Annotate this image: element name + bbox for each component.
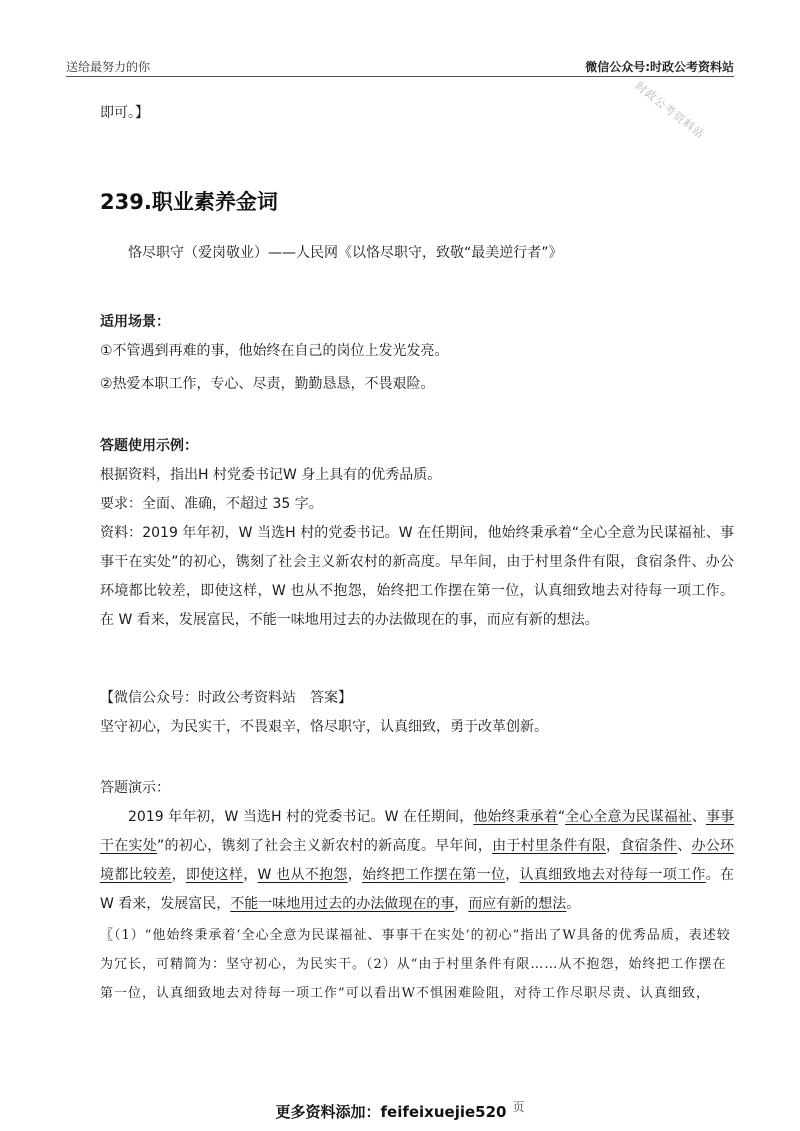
demo-heading: 答题演示： — [100, 780, 170, 796]
demo-text-segment: ， — [347, 867, 363, 883]
demo-underlined-phrase: 事事干在实处 — [100, 809, 735, 854]
scenes-heading: 适用场景： — [100, 314, 170, 330]
answer-label: 【微信公众号：时政公考资料站 答案】 — [100, 690, 352, 706]
demo-underlined-phrase: 而应有新的想法 — [468, 896, 567, 912]
demo-underlined-phrase: 全心全意为民谋福祉 — [565, 809, 692, 825]
example-question: 根据资料，指出H 村党委书记W 身上具有的优秀品质。 — [100, 467, 442, 483]
continuation-text: 即可。】 — [100, 105, 149, 121]
page-header — [66, 56, 734, 77]
answer-block — [100, 684, 734, 742]
demo-underlined-phrase: 认真细致地去对待每一项工作 — [519, 867, 706, 883]
answer-text: 坚守初心，为民实干，不畏艰辛，恪尽职守，认真细致，勇于改革创新。 — [100, 719, 548, 735]
footer-contact: 更多资料添加：feifeixuejie520 — [275, 1103, 507, 1121]
demo-text-segment: ， — [243, 867, 258, 883]
demo-underlined-phrase: 即使这样 — [185, 867, 244, 883]
demo-underlined-phrase: W 也从不抱怨 — [257, 867, 348, 883]
demo-text-segment: ， — [505, 867, 520, 883]
phrase-line: 恪尽职守（爱岗敬业）——人民网《以恪尽职守，致敬“最美逆行者”》 — [128, 245, 563, 261]
demo-underlined-phrase: 办公环境都比较差 — [100, 838, 735, 883]
demo-text-segment: 2019 年年初，W 当选H 村的党委书记。W 在任期间， — [128, 809, 474, 825]
demo-underlined-phrase: 始终把工作摆在第一位 — [362, 867, 506, 883]
section-title-block — [100, 186, 734, 216]
demo-text-segment: ”的初心，镌刻了社会主义新农村的新高度。早年间， — [156, 838, 493, 854]
demo-underlined-phrase: 食宿条件 — [620, 838, 678, 854]
demo-underlined-phrase: 由于村里条件有限 — [492, 838, 607, 854]
demo-analysis: 〖（1）“他始终秉承着‘全心全意为民谋福祉、事事干在实处’的初心”指出了W具备的优秀品质，表述较为冗长，可精简为：坚守初心，为民实干。（2）从“由于村里条件有限……从不抱怨，始终把工作摆在第一位，认真细致地去对待每一项工作”可以看出W不惧困难险阻，对待工作尽职尽责、认真细致， — [100, 928, 731, 1001]
demo-underlined-phrase: 不能一味地用过去的办法做现在的事 — [230, 896, 455, 912]
demo-paragraph — [100, 803, 734, 919]
demo-text-segment: “ — [557, 809, 566, 825]
page-footer — [0, 1098, 800, 1122]
demo-text-segment: 。 — [566, 896, 581, 912]
example-requirement: 要求：全面、准确，不超过 35 字。 — [100, 496, 323, 512]
demo-text-segment: ， — [606, 838, 621, 854]
header-wechat-account: 微信公众号:时政公考资料站 — [585, 60, 734, 74]
scene-item: ①不管遇到再难的事，他始终在自己的岗位上发光发亮。 — [100, 343, 449, 359]
demo-text-segment: 。在 W 看来，发展富民， — [100, 867, 735, 912]
example-material: 资料：2019 年年初，W 当选H 村的党委书记。W 在任期间，他始终秉承着“全心全意为民谋福祉、事事干在实处”的初心，镌刻了社会主义新农村的新高度。早年间，由于村里条件有限，食宿条件、办公环境都比较差，即使这样，W 也从不抱怨，始终把工作摆在第一位，认真细致地去对待每一项工作。在 W 看来，发展富民，不能一味地用过去的办法做现在的事，而应有新的想法。 — [100, 525, 734, 628]
demo-text-segment: ， — [454, 896, 469, 912]
header-slogan: 送给最努力的你 — [66, 60, 151, 74]
section-title: 239.职业素养金词 — [100, 190, 278, 214]
scene-item: ②热爱本职工作，专心、尽责，勤勤恳恳，不畏艰险。 — [100, 376, 435, 392]
example-block — [100, 432, 734, 635]
footer-page-suffix: 页 — [512, 1100, 525, 1114]
demo-text-segment: ， — [171, 867, 186, 883]
demo-text-segment: 、 — [677, 838, 692, 854]
phrase-block — [100, 242, 734, 264]
continuation-block — [100, 102, 734, 124]
watermark: 时政公考资料站 — [632, 79, 707, 142]
demo-block — [100, 774, 734, 1008]
scenes-block — [100, 308, 734, 399]
demo-underlined-phrase: 他始终秉承着 — [473, 809, 558, 825]
demo-text-segment: 、 — [691, 809, 706, 825]
example-heading: 答题使用示例： — [100, 438, 198, 454]
